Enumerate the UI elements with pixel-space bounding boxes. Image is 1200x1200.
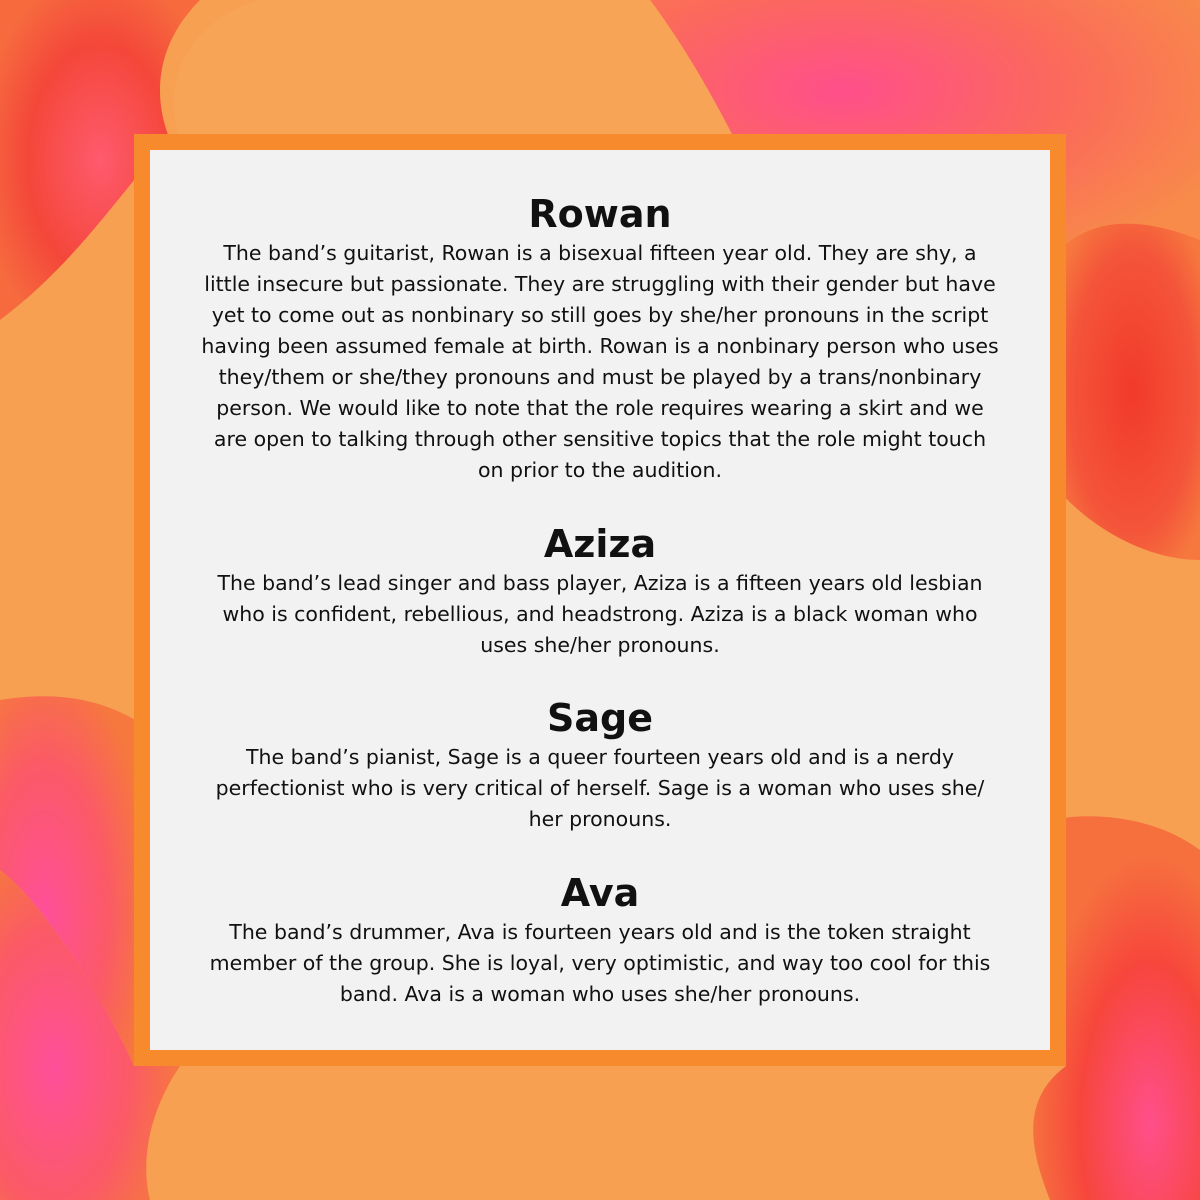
character-card (150, 150, 1050, 1050)
character-rowan (200, 192, 1000, 486)
character-name: Rowan (528, 192, 672, 236)
character-sage (200, 696, 1000, 835)
character-description: The band’s guitarist, Rowan is a bisexual fifteen year old. They are shy, a little insecure but passionate. They are struggling with their gender but have yet to come out as nonbinary so still goes by she/her pronouns in the script having been assumed female at birth. Rowan is a nonbinary person who uses they/them or she/they pronouns and must be played by a trans/nonbinary person. We would like to note that the role requires wearing a skirt and we are open to talking through other sensitive topics that the role might touch on prior to the audition. (201, 241, 999, 482)
character-description: The band’s lead singer and bass player, Aziza is a fifteen years old lesbian who is confident, rebellious, and headstrong. Aziza is a black woman who uses she/her pronouns. (217, 571, 983, 657)
character-description: The band’s pianist, Sage is a queer fourteen years old and is a nerdy perfectionist who is very critical of herself. Sage is a woman who uses she/ her pronouns. (215, 745, 985, 831)
character-name: Aziza (543, 522, 657, 566)
character-aziza (200, 522, 1000, 661)
character-name: Sage (547, 696, 653, 740)
character-ava (200, 871, 1000, 1010)
blob-orange-top (174, 0, 740, 150)
character-description: The band’s drummer, Ava is fourteen years old and is the token straight member of the group. She is loyal, very optimistic, and way too cool for this band. Ava is a woman who uses she/her pronouns. (209, 920, 991, 1006)
blob-right (1050, 224, 1200, 560)
character-name: Ava (560, 871, 640, 915)
